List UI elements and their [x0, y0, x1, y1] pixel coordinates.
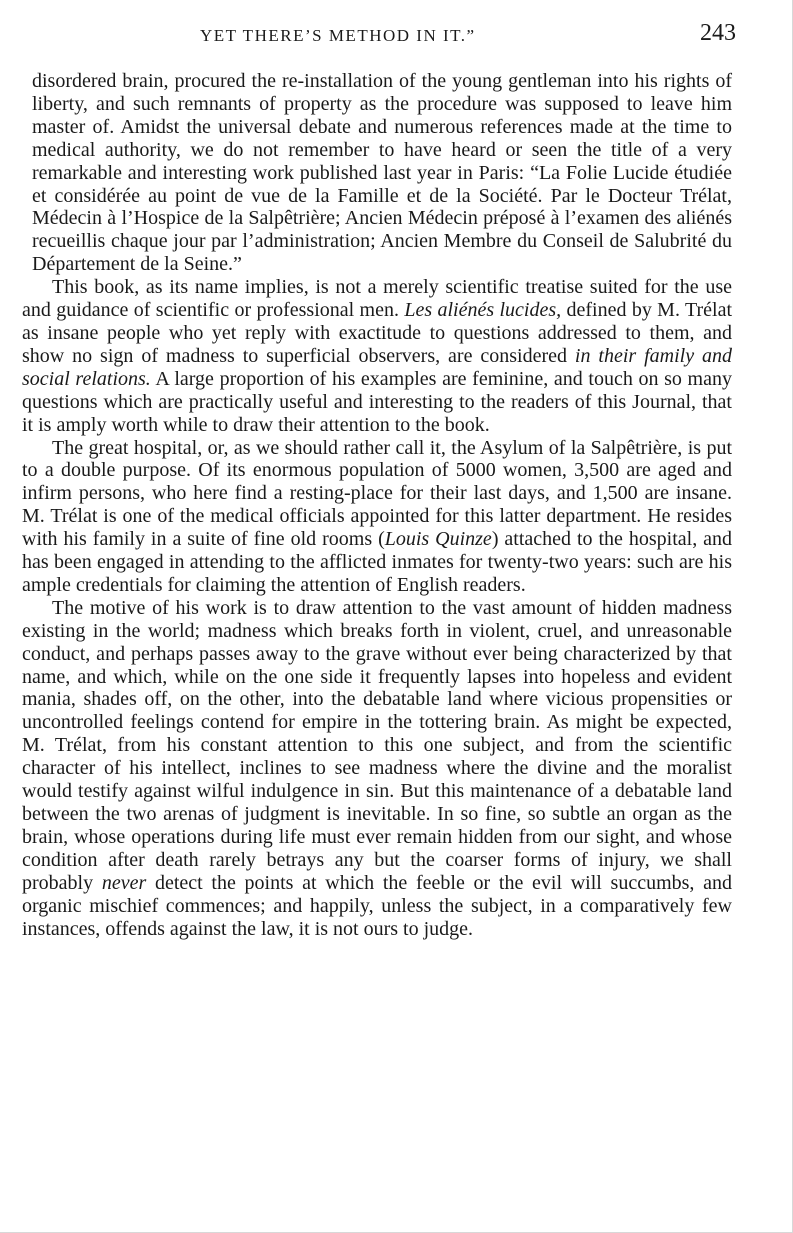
body-text — [22, 70, 732, 940]
text-run: The motive of his work is to draw attention to the vast amount of hidden madness existing in the world; madness which breaks forth in violent, cruel, and unreasonable conduct, and perhaps passes away to the grave without ever being characterized by that name, and which, while on the one side it frequently lapses into hopeless and evident mania, shades off, on the other, into the debatable land where vicious propensities or uncontrolled feelings contend for empire in the tottering brain. As might be expected, M. Trélat, from his constant attention to this one subject, and from the scientific character of his intellect, inclines to see madness where the divine and the moralist would testify against wilful indulgence in sin. But this maintenance of a debatable land between the two arenas of judgment is inevitable. In so fine, so subtle an organ as the brain, whose operations during life must ever remain hidden from our sight, and whose condition after death rarely betrays any but the coarser forms of injury, we shall probably — [22, 596, 732, 894]
page-header — [40, 18, 740, 50]
paragraph-salpetriere — [22, 437, 732, 597]
italic-phrase: Les aliénés lucides, — [404, 299, 562, 322]
italic-phrase: in their family and social relations. — [22, 344, 732, 390]
italic-phrase: never — [101, 871, 147, 894]
page-number: 243 — [700, 20, 736, 46]
paragraph-book-description — [22, 276, 732, 436]
text-run: ) attached to the hospital, and has been engaged in attending to the afflicted inmates for twenty-two years: such are his ample credentials for claiming the attention of English readers. — [22, 528, 733, 596]
paragraph-continued: disordered brain, procured the re-installation of the young gentleman into his rights of liberty, and such remnants of property as the procedure was supposed to leave him master of. Amidst the universal debate and numerous references made at the time to medical authority, we do not remember to have heard or seen the title of a very remarkable and interesting work published last year in Paris: “La Folie Lucide étudiée et considérée au point de vue de la Famille et de la Société. Par le Docteur Trélat, Médecin à l’Hospice de la Salpêtrière; Ancien Médecin préposé à l’examen des aliénés recueillis chaque jour par l’administration; Ancien Membre du Conseil de Salubrité du Département de la Seine.” — [32, 70, 732, 276]
italic-phrase: Louis Quinze — [384, 528, 492, 551]
text-run: A large proportion of his examples are feminine, and touch on so many questions which are practically useful and interesting to the readers of this Journal, that it is amply worth while to draw their attention to the book. — [22, 367, 732, 436]
text-run: detect the points at which the feeble or the evil will succumbs, and organic mischief commences; and happily, unless the subject, in a comparatively few instances, offends against the law, it is not ours to judge. — [22, 871, 733, 940]
running-title: YET THERE’S METHOD IN IT.” — [200, 26, 476, 45]
paragraph-motive — [22, 597, 732, 941]
text-run: defined by M. Trélat as insane people who yet reply with exactitude to questions addressed to them, and show no sign of madness to superficial observers, are considered — [22, 299, 733, 367]
text-run: This book, as its name implies, is not a merely scientific treatise suited for the use and guidance of scientific or professional men. — [22, 276, 732, 322]
text-run: The great hospital, or, as we should rather call it, the Asylum of la Salpêtrière, is put to a double purpose. Of its enormous population of 5000 women, 3,500 are aged and infirm persons, who here find a resting-place for their last days, and 1,500 are insane. M. Trélat is one of the medical officials appointed for this latter department. He resides with his family in a suite of fine old rooms ( — [22, 436, 732, 551]
